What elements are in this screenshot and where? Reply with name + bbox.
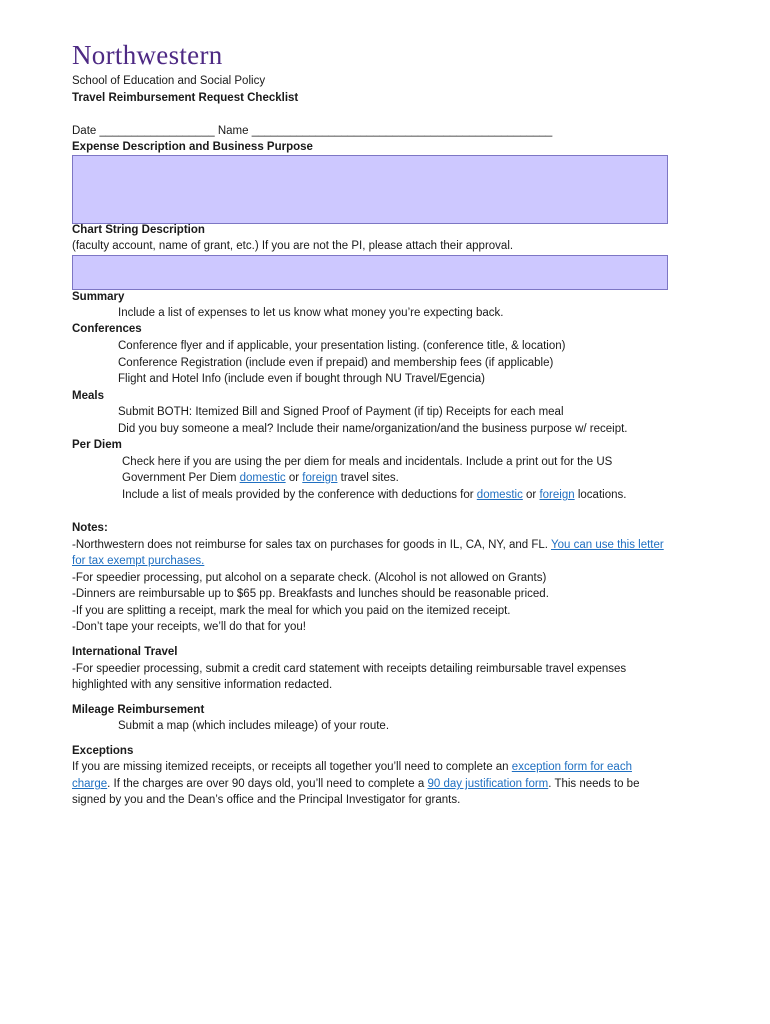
northwestern-logo: Northwestern <box>72 40 223 70</box>
notes-heading: Notes: <box>72 522 108 534</box>
conferences-line-3: Flight and Hotel Info (include even if bought through NU Travel/Egencia) <box>118 373 485 385</box>
chart-string-field[interactable] <box>72 255 668 290</box>
needs-to-be-text: . This needs to be <box>548 778 640 790</box>
summary-line: Include a list of expenses to let us know what money you’re expecting back. <box>118 307 504 319</box>
notes-line-6: -Don’t tape your receipts, we’ll do that for you! <box>72 621 306 633</box>
exceptions-line-3: signed by you and the Dean’s office and the Principal Investigator for grants. <box>72 794 461 806</box>
notes-line-4: -Dinners are reimbursable up to $65 pp. Breakfasts and lunches should be reasonable priced. <box>72 588 549 600</box>
exceptions-heading: Exceptions <box>72 745 134 757</box>
foreign-link[interactable]: foreign <box>302 472 338 484</box>
per-diem-line-3 <box>122 487 626 503</box>
notes-line-3: -For speedier processing, put alcohol on a separate check. (Alcohol is not allowed on Grants) <box>72 572 547 584</box>
conferences-heading: Conferences <box>72 323 142 335</box>
date-name-row <box>72 123 552 139</box>
conferences-line-1: Conference flyer and if applicable, your presentation listing. (conference title, & location) <box>118 340 566 352</box>
travel-sites-text: travel sites. <box>340 472 399 484</box>
name-label: Name <box>217 125 249 137</box>
name-field[interactable]: _______________________________________________ <box>251 125 553 137</box>
conferences-line-2: Conference Registration (include even if prepaid) and membership fees (if applicable) <box>118 357 554 369</box>
school-name: School of Education and Social Policy <box>72 75 266 87</box>
notes-line-1 <box>72 537 664 553</box>
justification-form-link[interactable]: 90 day justification form <box>427 778 549 790</box>
exceptions-line-1 <box>72 759 632 775</box>
chart-string-heading: Chart String Description <box>72 224 205 236</box>
per-diem-text: Government Per Diem <box>122 472 237 484</box>
meals-provided-text: Include a list of meals provided by the conference with deductions for <box>122 489 474 501</box>
tax-exempt-letter-link[interactable]: You can use this letter <box>551 539 664 551</box>
date-field[interactable]: __________________ <box>99 125 215 137</box>
expense-description-field[interactable] <box>72 155 668 224</box>
expense-heading: Expense Description and Business Purpose <box>72 141 313 153</box>
chart-string-note: (faculty account, name of grant, etc.) If you are not the PI, please attach their approval. <box>72 240 514 252</box>
tax-exempt-letter-link-cont[interactable]: for tax exempt purchases. <box>72 555 205 567</box>
exceptions-line-2 <box>72 776 639 792</box>
mileage-line-1: Submit a map (which includes mileage) of your route. <box>118 720 390 732</box>
domestic-link-2[interactable]: domestic <box>476 489 523 501</box>
summary-heading: Summary <box>72 291 125 303</box>
per-diem-heading: Per Diem <box>72 439 122 451</box>
mileage-heading: Mileage Reimbursement <box>72 704 205 716</box>
meals-line-2: Did you buy someone a meal? Include their name/organization/and the business purpose w/ receipt. <box>118 423 628 435</box>
foreign-link-2[interactable]: foreign <box>539 489 575 501</box>
page-title: Travel Reimbursement Request Checklist <box>72 92 299 104</box>
international-line-1: -For speedier processing, submit a credit card statement with receipts detailing reimbursable travel expenses <box>72 663 627 675</box>
missing-receipts-text: If you are missing itemized receipts, or receipts all together you’ll need to complete an <box>72 761 509 773</box>
international-heading: International Travel <box>72 646 178 658</box>
or-text-2: or <box>526 489 537 501</box>
per-diem-line-2 <box>122 470 399 486</box>
domestic-link[interactable]: domestic <box>239 472 286 484</box>
exception-form-link-cont[interactable]: charge <box>72 778 108 790</box>
international-line-2: highlighted with any sensitive information redacted. <box>72 679 333 691</box>
meals-heading: Meals <box>72 390 104 402</box>
notes-line-5: -If you are splitting a receipt, mark the meal for which you paid on the itemized receipt. <box>72 605 511 617</box>
or-text: or <box>288 472 300 484</box>
per-diem-line-1: Check here if you are using the per diem for meals and incidentals. Include a print out for the US <box>122 456 613 468</box>
locations-text: locations. <box>577 489 627 501</box>
meals-line-1: Submit BOTH: Itemized Bill and Signed Proof of Payment (if tip) Receipts for each meal <box>118 406 564 418</box>
sales-tax-text: -Northwestern does not reimburse for sales tax on purchases for goods in IL, CA, NY, and FL. <box>72 539 548 551</box>
exception-form-link[interactable]: exception form for each <box>511 761 632 773</box>
over-90-days-text: . If the charges are over 90 days old, you’ll need to complete a <box>107 778 425 790</box>
date-label: Date <box>72 125 97 137</box>
